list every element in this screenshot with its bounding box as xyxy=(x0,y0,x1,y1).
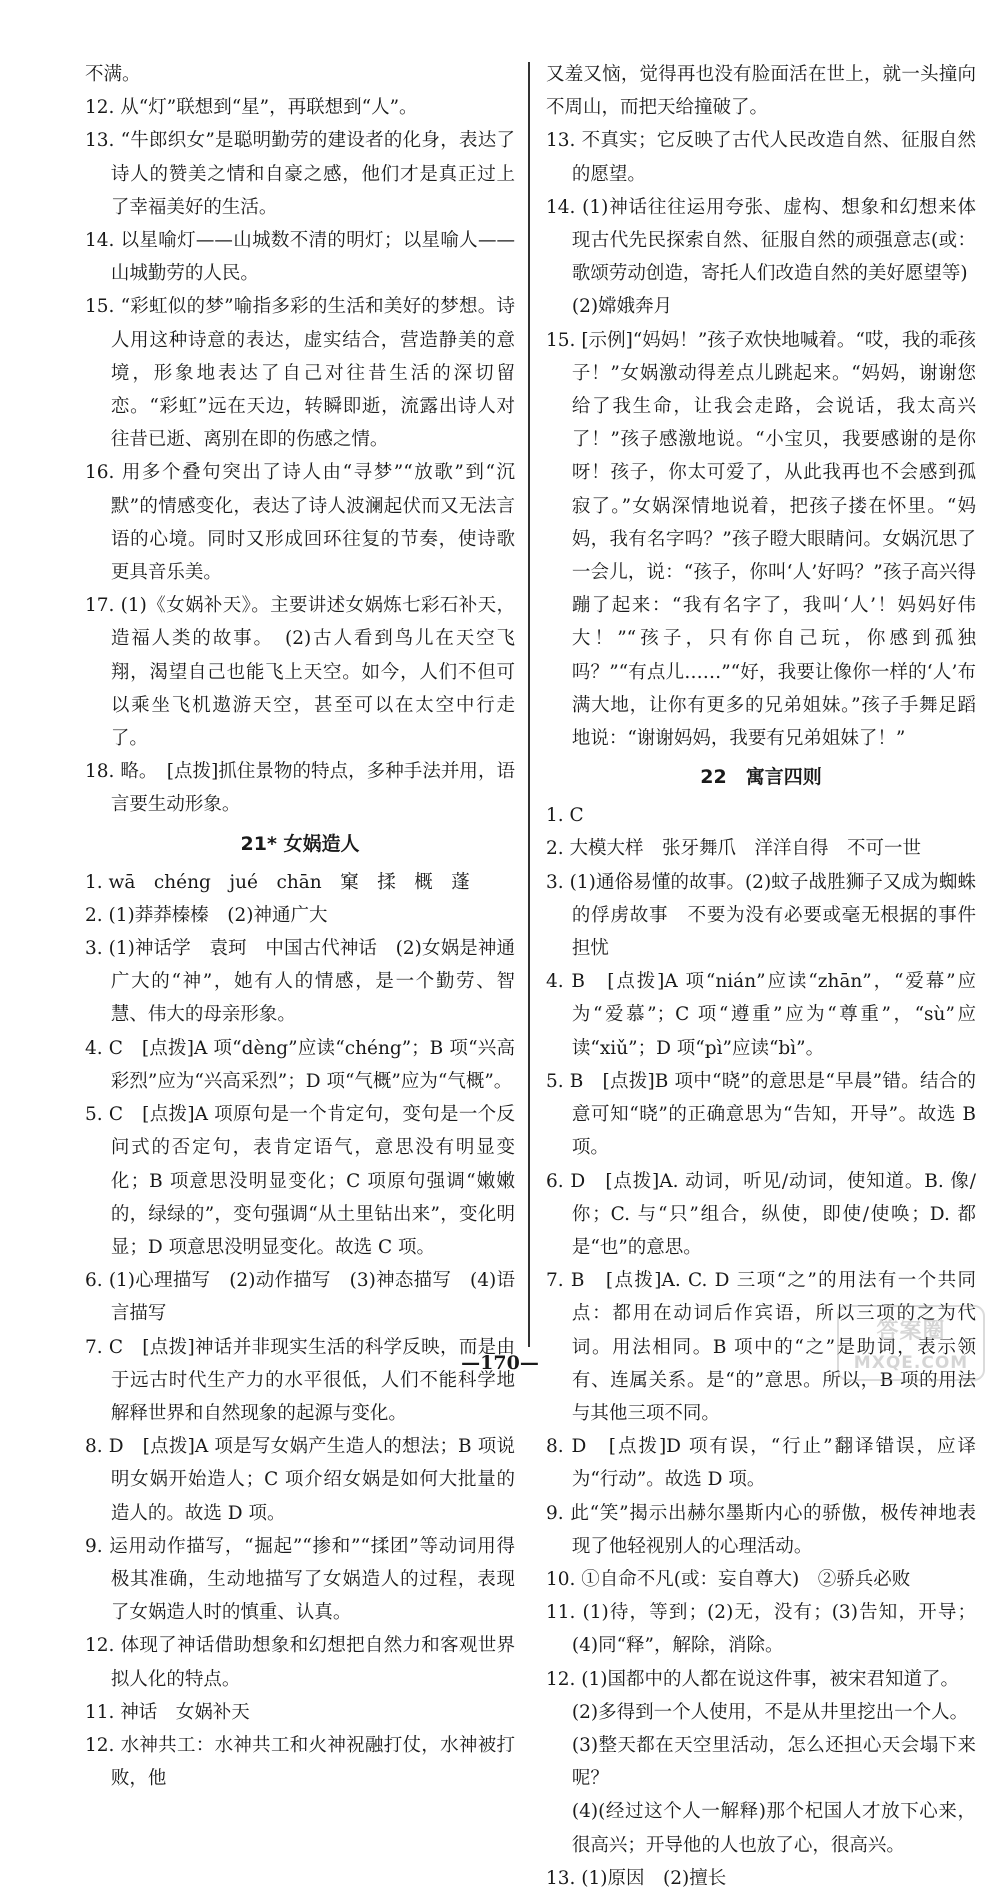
answer-item: 15. [示例]“妈妈！”孩子欢快地喊着。“哎，我的乖孩子！”女娲激动得差点儿跳起来。“妈妈，谢谢您给了我生命，让我会走路，会说话，我太高兴了！”孩子感激地说。“小宝贝，我要感谢的是你呀！孩子，你太可爱了，从此我再也不会感到孤寂了。”女娲深情地说着，把孩子搂在怀里。“妈妈，我有名字吗？”孩子瞪大眼睛问。女娲沉思了一会儿，说：“孩子，你叫‘人’好吗？”孩子高兴得蹦了起来：“我有名字了，我叫‘人’！妈妈好伟大！”“孩子，只有你自己玩，你感到孤独吗？”“有点儿……”“好，我要让像你一样的‘人’布满大地，让你有更多的兄弟姐妹。”孩子手舞足蹈地说：“谢谢妈妈，我要有兄弟姐妹了！” xyxy=(546,329,976,750)
answer-item: 又羞又恼，觉得再也没有脸面活在世上，就一头撞向不周山，而把天给撞破了。 xyxy=(546,64,976,119)
answer-item: 11. (1)待，等到；(2)无，没有；(3)告知，开导；(4)同“释”，解除，消除。 xyxy=(546,1602,976,1657)
answer-item: (4)(经过这个人一解释)那个杞国人才放下心来，很高兴；开导他的人也放了心，很高兴。 xyxy=(571,1801,976,1856)
answer-item: 14. 以星喻灯——山城数不清的明灯；以星喻人——山城勤劳的人民。 xyxy=(85,230,515,285)
answer-item: 8. D [点拨]A 项是写女娲产生造人的想法；B 项说明女娲开始造人；C 项介绍女娲是如何大批量的造人的。故选 D 项。 xyxy=(85,1436,515,1524)
answer-item: 7. C [点拨]神话并非现实生活的科学反映，而是由于远古时代生产力的水平很低，人们不能科学地解释世界和自然现象的起源与变化。 xyxy=(85,1336,515,1424)
answer-item: 12. 体现了神话借助想象和幻想把自然力和客观世界拟人化的特点。 xyxy=(85,1635,515,1690)
answer-item: 6. (1)心理描写 (2)动作描写 (3)神态描写 (4)语言描写 xyxy=(85,1270,515,1325)
answer-item: 16. 用多个叠句突出了诗人由“寻梦”“放歌”到“沉默”的情感变化，表达了诗人波澜起伏而又无法言语的心境。同时又形成回环往复的节奏，使诗歌更具音乐美。 xyxy=(85,462,515,584)
answer-item: 不满。 xyxy=(85,64,141,85)
answer-item: 9. 运用动作描写，“掘起”“掺和”“揉团”等动词用得极其准确，生动地描写了女娲造人的过程，表现了女娲造人时的慎重、认真。 xyxy=(85,1535,515,1624)
answer-item: 15. “彩虹似的梦”喻指多彩的生活和美好的梦想。诗人用这种诗意的表达，虚实结合，营造静美的意境，形象地表达了自己对往昔生活的深切留恋。“彩虹”远在天边，转瞬即逝，流露出诗人对往昔已逝、离别在即的伤感之情。 xyxy=(85,296,515,451)
answer-item: 10. ①自命不凡(或：妄自尊大) ②骄兵必败 xyxy=(546,1568,911,1590)
answer-item: (2)多得到一个人使用，不是从井里挖出一个人。 xyxy=(571,1701,969,1723)
answer-item: 13. 不真实；它反映了古代人民改造自然、征服自然的愿望。 xyxy=(546,130,976,185)
answer-item: 17. (1)《女娲补天》。主要讲述女娲炼七彩石补天，造福人类的故事。 (2)古人看到鸟儿在天空飞翔，渴望自己也能飞上天空。如今，人们不但可以乘坐飞机遨游天空，甚至可以在太空中行走了。 xyxy=(85,595,515,750)
watermark-logo xyxy=(836,1304,986,1382)
answer-item: 2. 大模大样 张牙舞爪 洋洋自得 不可一世 xyxy=(546,838,922,860)
answer-item: 12. 水神共工：水神共工和火神祝融打仗，水神被打败，他 xyxy=(85,1734,515,1790)
answer-item: 18. 略。 [点拨]抓住景物的特点，多种手法并用，语言要生动形象。 xyxy=(85,761,515,816)
answer-item: 14. (1)神话往往运用夸张、虚构、想象和幻想来体现古代先民探索自然、征服自然的顽强意志(或：歌颂劳动创造，寄托人们改造自然的美好愿望等) xyxy=(546,196,976,285)
answer-item: (2)嫦娥奔月 xyxy=(571,296,673,318)
answer-item: 5. B [点拨]B 项中“晓”的意思是“早晨”错。结合的意可知“晓”的正确意思为“告知，开导”。故选 B 项。 xyxy=(546,1070,976,1159)
answer-item: 12. 从“灯”联想到“星”，再联想到“人”。 xyxy=(85,97,418,119)
answer-item: 6. D [点拨]A. 动词，听见/动词，使知道。B. 像/你；C. 与“只”组合，纵使，即使/使唤；D. 都是“也”的意思。 xyxy=(546,1170,976,1258)
answer-item: 5. C [点拨]A 项原句是一个肯定句，变句是一个反问式的否定句，表肯定语气，意思没有明显变化；B 项意思没明显变化；C 项原句强调“嫩嫩的，绿绿的”，变句强调“从土里钻出来”，变化明显；D 项意思没明显变化。故选 C 项。 xyxy=(85,1104,515,1258)
column-divider xyxy=(528,62,530,1347)
answer-item: 4. B [点拨]A 项“nián”应读“zhān”，“爱幕”应为“爱慕”；C 项“遵重”应为“尊重”，“sù”应读“xiǔ”；D 项“pì”应读“bì”。 xyxy=(546,971,976,1059)
answer-item: 1. C xyxy=(546,805,584,827)
page-number: —170— xyxy=(461,1352,539,1374)
answer-item: 9. 此“笑”揭示出赫尔墨斯内心的骄傲，极传神地表现了他轻视别人的心理活动。 xyxy=(546,1502,976,1557)
answer-item: 8. D [点拨]D 项有误，“行止”翻译错误，应译为“行动”。故选 D 项。 xyxy=(546,1436,976,1491)
watermark-top-text: 答案圈 xyxy=(876,1319,946,1344)
answer-item: 3. (1)通俗易懂的故事。(2)蚊子战胜狮子又成为蜘蛛的俘虏故事 不要为没有必要或毫无根据的事件担忧 xyxy=(546,871,976,960)
answer-item: 12. (1)国都中的人都在说这件事，被宋君知道了。 xyxy=(546,1668,960,1690)
right-column xyxy=(546,58,976,1895)
section-heading: 22 寓言四则 xyxy=(700,766,822,789)
answer-item: 13. “牛郎织女”是聪明勤劳的建设者的化身，表达了诗人的赞美之情和自豪之感，他们才是真正过上了幸福美好的生活。 xyxy=(85,130,515,218)
answer-item: 11. 神话 女娲补天 xyxy=(85,1701,250,1723)
left-column xyxy=(85,58,515,1795)
section-heading: 21* 女娲造人 xyxy=(240,832,360,855)
watermark-bottom-text: MXQE.COM xyxy=(853,1353,969,1373)
answer-item: (3)整天都在天空里活动，怎么还担心天会塌下来呢？ xyxy=(571,1734,976,1790)
answer-item: 2. (1)莽莽榛榛 (2)神通广大 xyxy=(85,904,328,926)
answer-item: 7. B [点拨]A. C. D 三项“之”的用法有一个共同点：都用在动词后作宾语，所以三项的之为代词。用法相同。B 项中的“之”是助词，表示领有、连属关系。是“的”意思。所以，B 项的用法与其他三项不同。 xyxy=(546,1270,976,1424)
answer-item: 3. (1)神话学 袁珂 中国古代神话 (2)女娲是神通广大的“神”，她有人的情感，是一个勤劳、智慧、伟大的母亲形象。 xyxy=(85,938,515,1026)
answer-item: 1. wā chéng jué chān 窠 揉 概 蓬 xyxy=(85,871,470,893)
answer-item: 13. (1)原因 (2)擅长 xyxy=(546,1867,727,1889)
answer-item: 4. C [点拨]A 项“dèng”应读“chéng”；B 项“兴高彩烈”应为“兴高采烈”；D 项“气概”应为“气概”。 xyxy=(85,1037,515,1092)
